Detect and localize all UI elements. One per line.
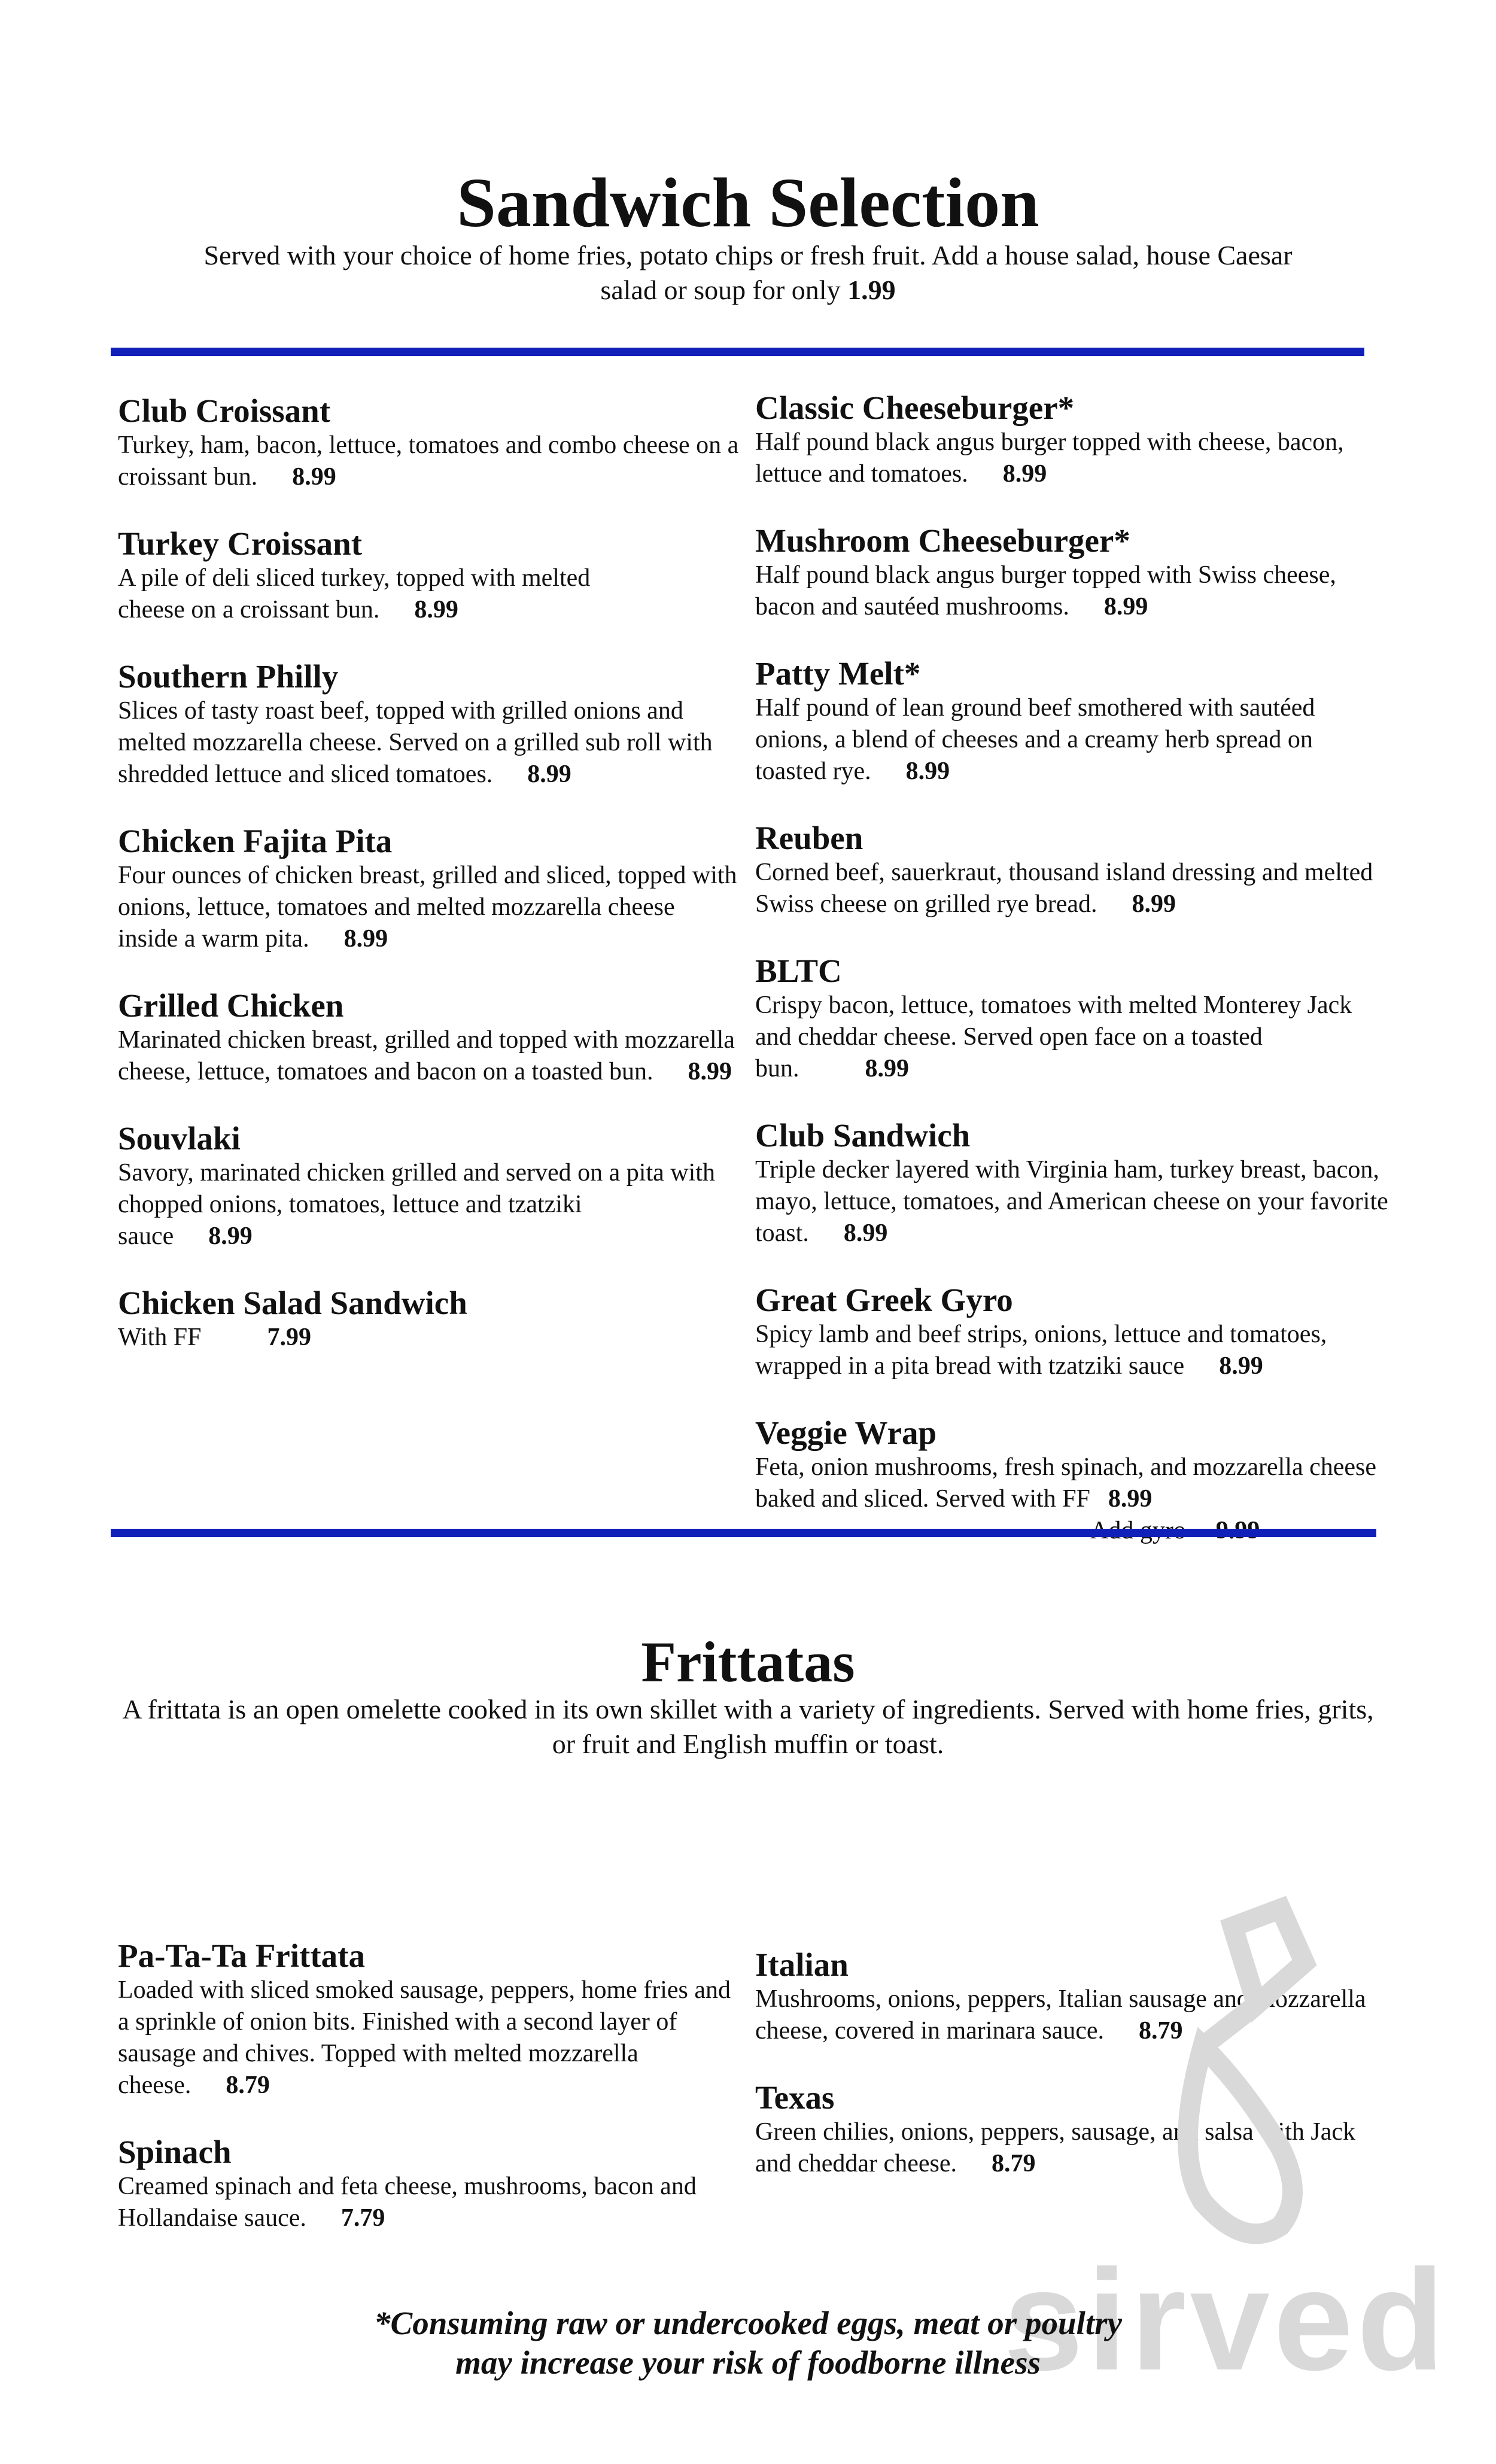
item-price: 8.99: [843, 1219, 888, 1247]
item-price: 8.99: [1132, 890, 1176, 918]
menu-item: [118, 1285, 752, 1353]
item-desc-text: Savory, marinated chicken grilled and served on a pita with chopped onions, tomatoes, lettuce and tzatziki sauce: [118, 1159, 715, 1250]
item-description: [755, 559, 1354, 623]
item-name: Italian: [755, 1946, 849, 1983]
item-name: Club Sandwich: [755, 1117, 971, 1154]
item-name: Chicken Fajita Pita: [118, 823, 393, 859]
item-price: 8.99: [1108, 1485, 1153, 1513]
item-price: 8.99: [905, 758, 950, 785]
menu-item: [755, 1414, 1389, 1526]
sandwich-column-right: [755, 390, 1389, 1526]
item-name: Patty Melt*: [755, 655, 921, 692]
menu-item: [755, 1946, 1389, 2047]
item-desc-text: Mushrooms, onions, peppers, Italian sausage and mozzarella cheese, covered in marinara sauce.: [755, 1985, 1366, 2045]
item-desc-text: Marinated chicken breast, grilled and topped with mozzarella cheese, lettuce, tomatoes and bacon on a toasted bun.: [118, 1026, 735, 1085]
menu-item: [755, 820, 1389, 920]
item-price: 7.99: [267, 1324, 312, 1351]
item-name: Souvlaki: [118, 1120, 241, 1157]
item-price: 8.99: [343, 925, 388, 953]
item-description: [118, 1157, 716, 1252]
frittata-column-left: [118, 1937, 752, 2234]
sandwich-column-left: [118, 393, 752, 1353]
menu-item: [118, 823, 752, 955]
item-desc-text: Crispy bacon, lettuce, tomatoes with melted Monterey Jack and cheddar cheese. Served open face on a toasted bun.: [755, 991, 1352, 1082]
watermark-text: sirved: [1003, 2240, 1448, 2400]
item-price: 8.79: [226, 2071, 270, 2099]
item-name: Reuben: [755, 820, 863, 856]
item-name: Mushroom Cheeseburger*: [755, 522, 1130, 559]
item-description: [118, 860, 740, 955]
menu-item: [755, 1282, 1389, 1382]
menu-item: [755, 390, 1389, 490]
item-price: 8.99: [414, 596, 458, 623]
menu-item: [118, 525, 752, 626]
frittata-section-subtitle: A frittata is an open omelette cooked in its own skillet with a variety of ingredients. Served with home fries, grits, or fruit and English muffin or toast.: [122, 1694, 1374, 1759]
item-desc-text: Loaded with sliced smoked sausage, peppers, home fries and a sprinkle of onion bits. Finished with a second layer of sausage and chives. Topped with melted mozzarella cheese.: [118, 1976, 731, 2099]
item-name: Texas: [755, 2079, 835, 2116]
item-price: 8.99: [1103, 593, 1148, 620]
item-description: [118, 1322, 746, 1353]
menu-item: [118, 393, 752, 493]
item-name: Grilled Chicken: [118, 987, 344, 1024]
menu-item: [118, 2134, 752, 2234]
item-desc-text: Turkey, ham, bacon, lettuce, tomatoes and combo cheese on a croissant bun.: [118, 431, 739, 491]
item-description: [755, 2116, 1378, 2180]
item-desc-text: Half pound black angus burger topped with cheese, bacon, lettuce and tomatoes.: [755, 428, 1344, 488]
item-name: Chicken Salad Sandwich: [118, 1285, 467, 1321]
footnote-line-1: *Consuming raw or undercooked eggs, meat or poultry: [374, 2305, 1122, 2341]
item-price: 7.79: [340, 2204, 385, 2232]
menu-item: [755, 522, 1389, 623]
item-desc-text: Spicy lamb and beef strips, onions, lettuce and tomatoes, wrapped in a pita bread with tzatziki sauce: [755, 1321, 1327, 1380]
item-desc-text: Creamed spinach and feta cheese, mushrooms, bacon and Hollandaise sauce.: [118, 2173, 697, 2232]
menu-item: [118, 658, 752, 790]
frittata-section-title: Frittatas: [641, 1630, 855, 1694]
item-desc-text: Slices of tasty roast beef, topped with grilled onions and melted mozzarella cheese. Served on a grilled sub roll with shredded lettuce and sliced tomatoes.: [118, 697, 713, 788]
item-desc-text: Corned beef, sauerkraut, thousand island dressing and melted Swiss cheese on grilled rye bread.: [755, 859, 1373, 918]
item-desc-text: Green chilies, onions, peppers, sausage, and salsa with Jack and cheddar cheese.: [755, 2118, 1356, 2177]
frittata-column-right: [755, 1946, 1389, 2180]
menu-item: [118, 987, 752, 1088]
item-price: 8.99: [1219, 1352, 1263, 1380]
item-price: 8.99: [208, 1222, 253, 1250]
menu-item: [118, 1937, 752, 2101]
item-desc-text: Four ounces of chicken breast, grilled and sliced, topped with onions, lettuce, tomatoes and melted mozzarella cheese inside a warm pita.: [118, 862, 737, 953]
item-name: Pa-Ta-Ta Frittata: [118, 1937, 365, 1974]
item-description: [755, 1154, 1389, 1249]
item-description: [118, 2171, 716, 2234]
item-description: [118, 562, 644, 626]
item-price: 8.99: [688, 1058, 732, 1085]
item-price: 8.99: [865, 1055, 909, 1082]
item-desc-text: A pile of deli sliced turkey, topped with melted cheese on a croissant bun.: [118, 564, 591, 623]
item-desc-text: Triple decker layered with Virginia ham, turkey breast, bacon, mayo, lettuce, tomatoes, and American cheese on your favorite toast.: [755, 1156, 1388, 1247]
item-name: Great Greek Gyro: [755, 1282, 1013, 1318]
menu-item: [755, 2079, 1389, 2180]
item-description: [755, 427, 1384, 490]
item-name: Turkey Croissant: [118, 525, 363, 562]
divider-rule-top: [111, 348, 1364, 356]
sandwich-section-subtitle: [197, 238, 1299, 308]
item-price: 8.99: [527, 761, 571, 788]
item-price: 8.79: [1139, 2017, 1183, 2045]
sandwich-subtitle-price: 1.99: [847, 275, 896, 305]
menu-item: [755, 1117, 1389, 1249]
item-name: Southern Philly: [118, 658, 339, 695]
item-price: 8.79: [991, 2150, 1036, 2177]
item-desc-text: Feta, onion mushrooms, fresh spinach, and mozzarella cheese baked and sliced. Served with FF: [755, 1453, 1377, 1513]
menu-item: [118, 1120, 752, 1252]
item-description: [118, 1024, 746, 1088]
item-description: [755, 1452, 1389, 1526]
item-description: [118, 695, 746, 790]
sandwich-section-title: Sandwich Selection: [457, 163, 1039, 242]
item-name: Veggie Wrap: [755, 1414, 937, 1451]
item-description: [755, 692, 1384, 787]
item-description: [755, 1319, 1389, 1382]
item-name: Club Croissant: [118, 393, 331, 429]
item-desc-text: With FF: [118, 1324, 202, 1351]
sandwich-subtitle-text: Served with your choice of home fries, potato chips or fresh fruit. Add a house salad, house Caesar salad or soup for only: [203, 240, 1293, 305]
item-name: BLTC: [755, 953, 842, 989]
item-description: [755, 990, 1389, 1085]
item-desc-text: Half pound black angus burger topped with Swiss cheese, bacon and sautéed mushrooms.: [755, 561, 1336, 620]
item-description: [755, 1984, 1378, 2047]
health-warning-footnote: [0, 2304, 1496, 2383]
item-description: [118, 1975, 746, 2101]
divider-rule-middle: [111, 1529, 1376, 1537]
footnote-line-2: may increase your risk of foodborne illness: [455, 2344, 1041, 2381]
item-name: Spinach: [118, 2134, 232, 2170]
item-description: [755, 857, 1384, 920]
menu-item: [755, 953, 1389, 1085]
item-name: Classic Cheeseburger*: [755, 390, 1075, 426]
item-price: 8.99: [1002, 460, 1047, 488]
item-description: [118, 430, 746, 493]
item-desc-text: Half pound of lean ground beef smothered with sautéed onions, a blend of cheeses and a creamy herb spread on toasted rye.: [755, 694, 1315, 785]
item-price: 8.99: [292, 463, 336, 491]
menu-item: [755, 655, 1389, 787]
